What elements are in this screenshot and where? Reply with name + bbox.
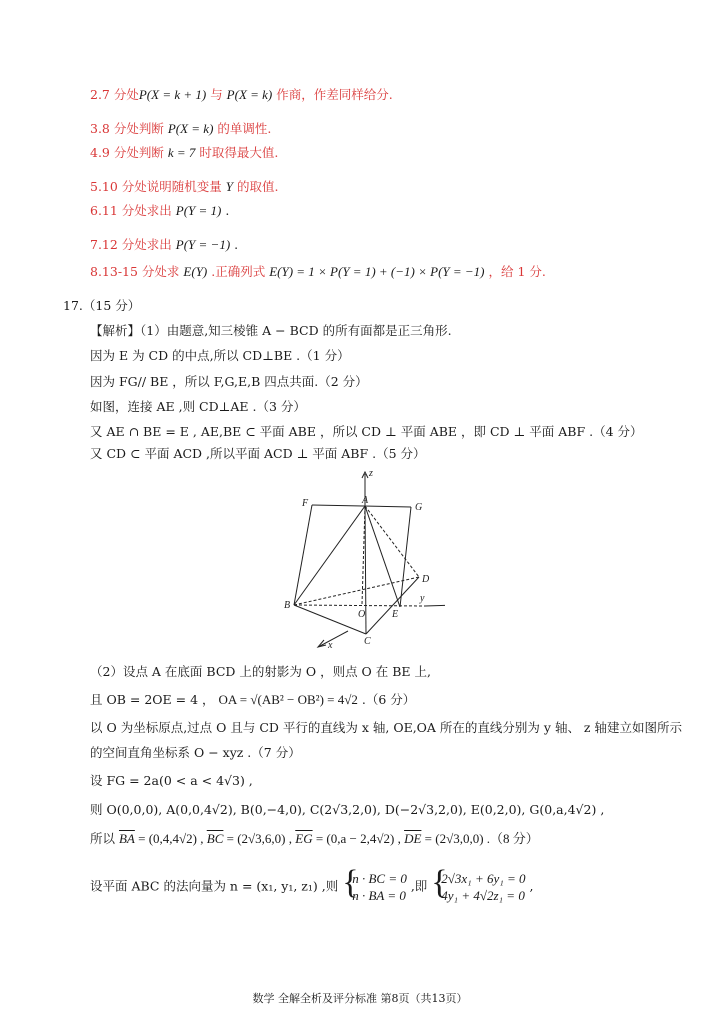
tetrahedron-figure	[280, 466, 445, 651]
scoring-text: 的取值.	[233, 179, 279, 194]
scoring-text: .	[230, 237, 239, 252]
label-y: y	[420, 593, 425, 604]
edge-AB	[294, 506, 365, 605]
scoring-text: .正确列式	[207, 264, 270, 279]
scoring-text: 7.12 分处求出	[90, 237, 176, 252]
label-O: O	[358, 609, 366, 620]
scoring-note-2	[90, 121, 271, 137]
scoring-note-3	[90, 145, 278, 161]
scoring-note-1	[90, 87, 393, 103]
edge-BC	[294, 605, 366, 634]
label-x: x	[328, 640, 333, 651]
math-expression: = (0,4,4√2) ,	[134, 831, 207, 846]
solution-text: .（6 分）	[357, 692, 416, 707]
label-E: E	[392, 609, 399, 620]
scoring-text: 2.7 分处	[90, 87, 139, 102]
scoring-text: ，给 1 分.	[484, 264, 546, 279]
vector-BC: $\overline{BC}$	[206, 831, 224, 846]
solution-line: 又 CD ⊂ 平面 ACD ,所以平面 ACD ⊥ 平面 ABF .（5 分）	[90, 446, 426, 461]
x-axis	[320, 631, 348, 646]
solution-text: 所以	[90, 831, 119, 846]
edge-AE	[365, 506, 400, 607]
math-expression: P(Y = 1)	[175, 203, 222, 218]
brace-icon: {	[431, 864, 448, 901]
solution-text: 且 OB = 2OE = 4 ，	[90, 692, 215, 707]
equation-row: 2√3x₁ + 6y₁ = 0	[441, 871, 526, 886]
solution-text: ,	[525, 878, 534, 894]
brace-icon: {	[342, 864, 359, 901]
equation-system-2	[431, 864, 526, 904]
solution-line: 因为 FG// BE ，所以 F,G,E,B 四点共面.（2 分）	[90, 374, 368, 389]
label-G: G	[415, 502, 423, 513]
solution-line: 设 FG = 2a(0 < a < 4√3) ,	[90, 773, 253, 788]
scoring-note-6	[90, 237, 238, 253]
solution-line: 又 AE ∩ BE = E , AE,BE ⊂ 平面 ABE ，所以 CD ⊥ 平面 ABE ，即 CD ⊥ 平面 ABF .（4 分）	[90, 424, 643, 439]
label-C: C	[364, 636, 371, 647]
math-expression: P(X = k + 1)	[138, 87, 207, 102]
scoring-text: .	[221, 203, 230, 218]
label-F: F	[302, 498, 309, 509]
solution-line: 以 O 为坐标原点,过点 O 且与 CD 平行的直线为 x 轴, OE,OA 所在的直线分别为 y 轴、 z 轴建立如图所示	[90, 720, 682, 735]
scoring-text: 4.9 分处判断	[90, 145, 168, 160]
vector-BA: $\overline{BA}$	[118, 831, 135, 846]
equation-row: n · BA = 0	[352, 888, 406, 903]
math-expression: P(Y = −1)	[175, 237, 231, 252]
vector-EG: $\overline{EG}$	[295, 831, 313, 846]
edge-BE	[294, 605, 425, 606]
scoring-text: 8.13-15 分处求	[90, 264, 184, 279]
page-footer: 数学 全解全析及评分标准 第8页（共13页）	[252, 992, 468, 1005]
math-expression: = (0,a − 2,4√2) ,	[312, 831, 405, 846]
scoring-text: 6.11 分处求出	[90, 203, 176, 218]
scoring-text: 的单调性.	[213, 121, 272, 136]
solution-text: ,即	[406, 878, 432, 894]
label-A: A	[362, 495, 369, 506]
y-axis	[425, 605, 445, 606]
math-expression: k = 7	[167, 145, 196, 160]
equation-system-1	[342, 864, 407, 904]
vector-DE: $\overline{DE}$	[404, 831, 422, 846]
solution-line: 的空间直角坐标系 O − xyz .（7 分）	[90, 745, 301, 760]
edge-AD	[365, 506, 419, 577]
solution-line: 因为 E 为 CD 的中点,所以 CD⊥BE .（1 分）	[90, 348, 350, 363]
solution-line: （2）设点 A 在底面 BCD 上的射影为 O ，则点 O 在 BE 上,	[90, 664, 431, 679]
equation-row: n · BC = 0	[352, 871, 407, 886]
scoring-text: 5.10 分处说明随机变量	[90, 179, 226, 194]
math-expression: E(Y) = 1 × P(Y = 1) + (−1) × P(Y = −1)	[269, 264, 485, 279]
equation-row: 4y₁ + 4√2z₁ = 0	[441, 888, 525, 903]
solution-line	[90, 864, 534, 904]
solution-line	[90, 692, 415, 708]
scoring-text: 作商，作差同样给分.	[272, 87, 393, 102]
math-expression: Y	[225, 179, 234, 194]
solution-text: 设平面 ABC 的法向量为 n = (x₁, y₁, z₁) ,则	[90, 878, 339, 894]
label-B: B	[284, 600, 291, 611]
scoring-note-4	[90, 179, 278, 195]
edge-FB	[294, 505, 312, 605]
solution-line: 【解析】（1）由题意,知三棱锥 A − BCD 的所有面都是正三角形.	[90, 323, 452, 338]
scoring-text: 3.8 分处判断	[90, 121, 168, 136]
label-D: D	[422, 574, 430, 585]
label-z: z	[369, 468, 373, 479]
math-expression: = (2√3,6,0) ,	[223, 831, 296, 846]
math-expression: = (2√3,0,0) .（8 分）	[421, 831, 539, 846]
math-expression: OA = √(AB² − OB²) = 4√2	[218, 692, 358, 707]
solution-line: 则 O(0,0,0), A(0,0,4√2), B(0,−4,0), C(2√3,2,0), D(−2√3,2,0), E(0,2,0), G(0,a,4√2) ,	[90, 802, 605, 817]
scoring-note-7	[90, 264, 546, 280]
math-expression: E(Y)	[183, 264, 208, 279]
solution-line	[90, 831, 539, 847]
scoring-note-5	[90, 203, 229, 219]
math-expression: P(X = k)	[167, 121, 214, 136]
problem-number: 17.（15 分）	[63, 298, 141, 313]
scoring-text: 与	[206, 87, 227, 102]
scoring-text: 时取得最大值.	[195, 145, 279, 160]
solution-line: 如图，连接 AE ,则 CD⊥AE .（3 分）	[90, 399, 306, 414]
math-expression: P(X = k)	[226, 87, 273, 102]
